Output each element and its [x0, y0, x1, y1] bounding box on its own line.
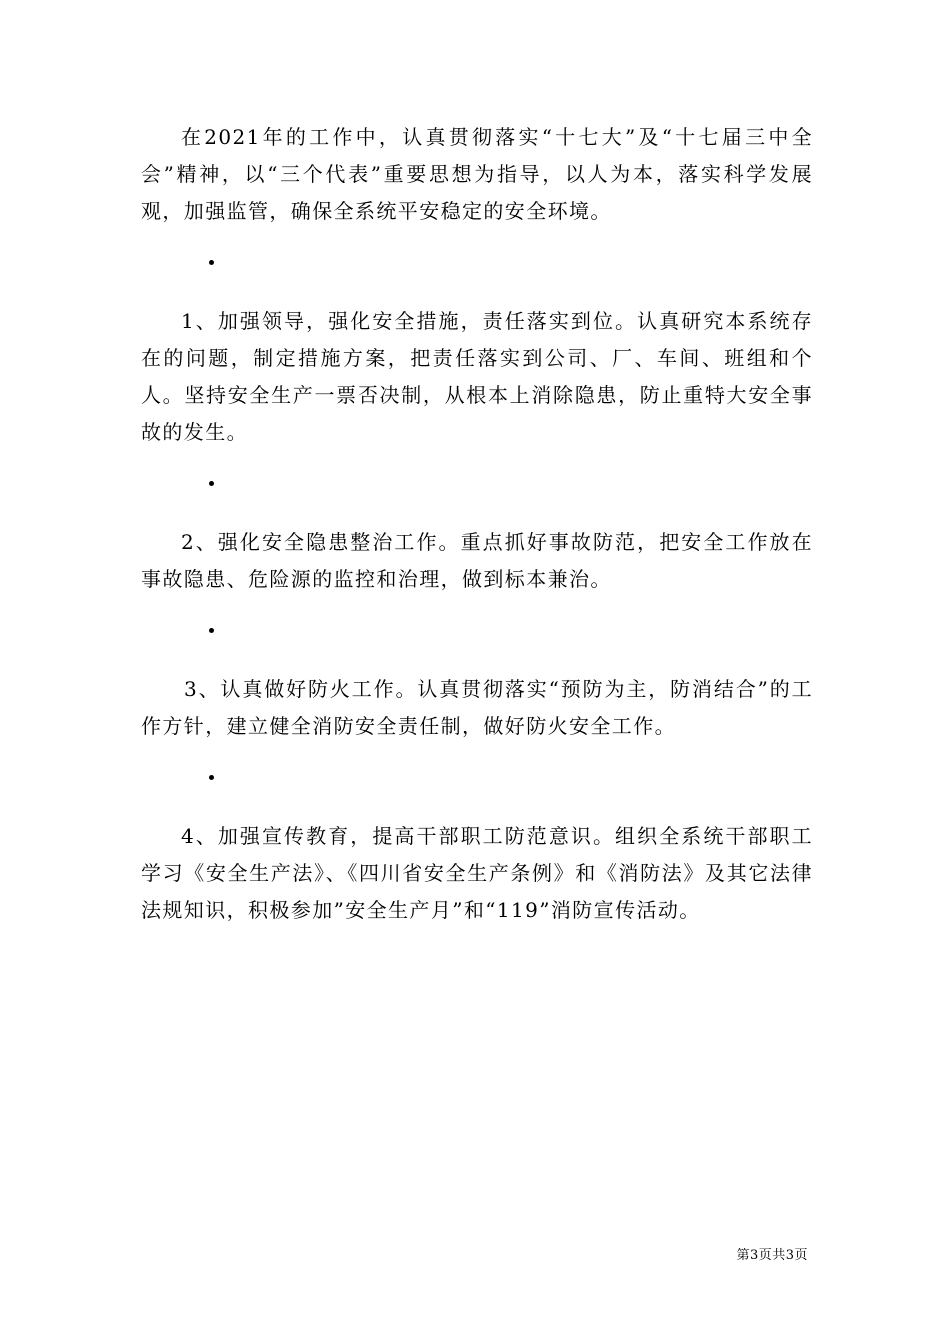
bullet-dot-icon — [209, 775, 214, 780]
paragraph-item-3: 3、认真做好防火工作。认真贯彻落实“预防为主，防消结合”的工作方针，建立健全消防安全责任制，做好防火安全工作。 — [141, 677, 813, 738]
page-number-footer: 第3页共3页 — [736, 1248, 808, 1263]
bullet-marker — [141, 451, 813, 524]
paragraph-item-4: 4、加强宣传教育，提高干部职工防范意识。组织全系统干部职工学习《安全生产法》、《四川省安全生产条例》和《消防法》及其它法律法规知识，积极参加”安全生产月”和“119”消防宣传活动。 — [141, 824, 813, 922]
bullet-dot-icon — [209, 260, 214, 265]
bullet-marker — [141, 745, 813, 818]
paragraph-intro: 在2021年的工作中，认真贯彻落实“十七大”及“十七届三中全会”精神，以“三个代表”重要思想为指导，以人为本，落实科学发展观，加强监管，确保全系统平安稳定的安全环境。 — [141, 125, 813, 223]
bullet-dot-icon — [209, 628, 214, 633]
bullet-marker — [141, 230, 813, 303]
document-body — [141, 119, 813, 929]
bullet-dot-icon — [209, 481, 214, 486]
paragraph-item-1: 1、加强领导，强化安全措施，责任落实到位。认真研究本系统存在的问题，制定措施方案，把责任落实到公司、厂、车间、班组和个人。坚持安全生产一票否决制，从根本上消除隐患，防止重特大安全事故的发生。 — [141, 309, 813, 444]
paragraph-item-2: 2、强化安全隐患整治工作。重点抓好事故防范，把安全工作放在事故隐患、危险源的监控和治理，做到标本兼治。 — [141, 530, 813, 591]
bullet-marker — [141, 598, 813, 671]
